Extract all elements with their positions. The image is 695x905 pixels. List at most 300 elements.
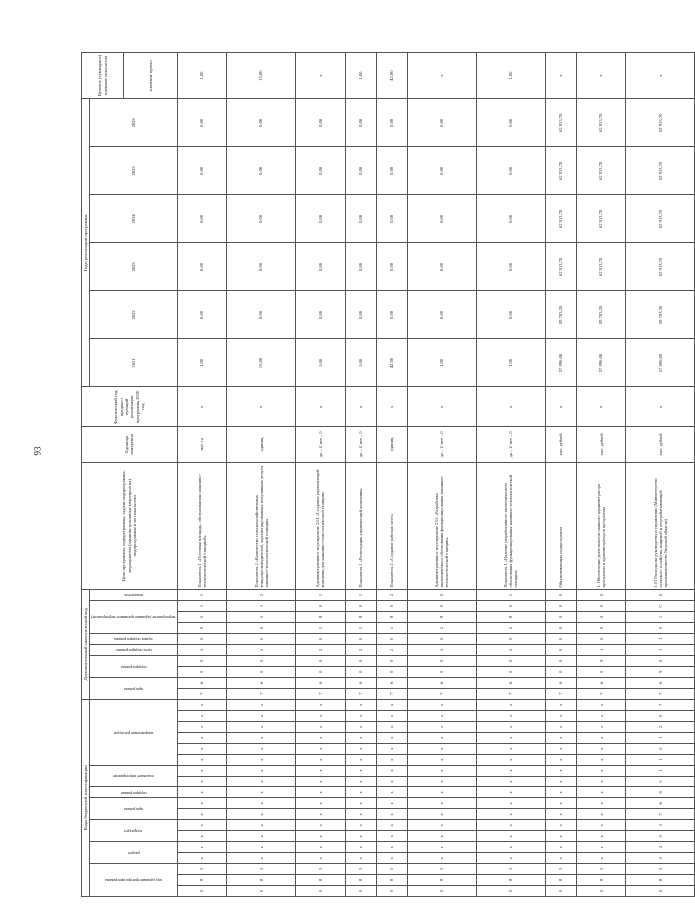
- code-cell: 0: [408, 886, 477, 897]
- code-cell: x: [408, 820, 477, 831]
- code-cell: x: [376, 721, 407, 732]
- code-cell: x: [408, 831, 477, 842]
- code-cell: 1: [476, 590, 545, 601]
- code-cell: x: [295, 776, 345, 787]
- code-cell: 1: [626, 754, 695, 765]
- code-cell: 0: [576, 612, 626, 623]
- code-cell: 0: [408, 601, 477, 612]
- code-cell: x: [376, 776, 407, 787]
- bc-sub-expense-direction: [90, 699, 177, 765]
- code-cell: 0: [408, 590, 477, 601]
- code-cell: x: [545, 776, 576, 787]
- year-value-cell: 0,00: [295, 99, 345, 147]
- code-cell: x: [295, 787, 345, 798]
- year-value-cell: 0,00: [476, 195, 545, 243]
- code-cell: 0: [545, 655, 576, 666]
- code-cell: x: [408, 699, 477, 710]
- row-target: x: [626, 53, 695, 99]
- additional-codes-header: Дополнительный аналитический код: [82, 590, 90, 700]
- year-value-cell: 1,00: [476, 339, 545, 387]
- code-cell: x: [345, 787, 376, 798]
- code-cell: 6: [626, 798, 695, 809]
- code-cell: 0: [545, 886, 576, 897]
- code-cell: x: [376, 842, 407, 853]
- code-cell: 1: [295, 590, 345, 601]
- ac-sub-program: [90, 677, 177, 699]
- year-value-cell: 15,00: [227, 339, 296, 387]
- code-cell: 8: [376, 612, 407, 623]
- row-unit: единиц: [376, 427, 407, 463]
- code-cell: 7: [376, 688, 407, 699]
- code-cell: 0: [576, 601, 626, 612]
- code-cell: x: [227, 820, 296, 831]
- code-cell: x: [376, 820, 407, 831]
- code-cell: 0: [576, 633, 626, 644]
- code-cell: 2: [295, 644, 345, 655]
- code-cell: 2: [345, 644, 376, 655]
- code-cell: x: [177, 754, 227, 765]
- code-cell: x: [227, 831, 296, 842]
- row-target: 42,00: [376, 53, 407, 99]
- code-cell: 2: [376, 644, 407, 655]
- row-unit: да – 1/ нет – 0: [295, 427, 345, 463]
- code-cell: 0: [626, 743, 695, 754]
- code-cell: x: [227, 721, 296, 732]
- code-cell: x: [476, 776, 545, 787]
- code-cell: x: [545, 831, 576, 842]
- code-cell: 1: [177, 590, 227, 601]
- year-value-cell: 62 913,70: [576, 195, 626, 243]
- code-cell: 7: [626, 809, 695, 820]
- code-cell: 8: [476, 875, 545, 886]
- row-name: Обеспечивающая подпрограмма: [545, 462, 576, 589]
- code-cell: x: [576, 853, 626, 864]
- code-cell: x: [345, 842, 376, 853]
- goal-header: Цель программы, подпрограммы, задачи подпрограммы, мероприятия (административные мероприятия) подпрограммы и их показатели: [82, 462, 178, 589]
- bc-sub-label-main-event: основное мероприятие: [113, 774, 154, 780]
- code-cell: 5: [227, 612, 296, 623]
- code-cell: x: [476, 743, 545, 754]
- code-cell: 7: [576, 688, 626, 699]
- year-header-5: 2026: [90, 99, 177, 147]
- code-cell: 0: [545, 590, 576, 601]
- year-value-cell: 62 913,70: [626, 195, 695, 243]
- code-cell: x: [345, 765, 376, 776]
- code-cell: 0: [376, 633, 407, 644]
- year-header-4: 2025: [90, 147, 177, 195]
- code-cell: 1: [345, 590, 376, 601]
- code-cell: 1: [626, 612, 695, 623]
- row-target: 15,00: [227, 53, 296, 99]
- code-cell: 8: [408, 875, 477, 886]
- code-cell: x: [227, 710, 296, 721]
- code-cell: x: [177, 798, 227, 809]
- code-cell: 4: [626, 842, 695, 853]
- code-cell: x: [295, 721, 345, 732]
- code-cell: 6: [345, 677, 376, 688]
- code-cell: x: [476, 721, 545, 732]
- code-cell: x: [177, 699, 227, 710]
- code-cell: 7: [408, 688, 477, 699]
- fact-year-header: Фактический год, предшест вующий реализации программы 2020 год: [82, 387, 178, 427]
- year-value-cell: 0,00: [376, 99, 407, 147]
- code-cell: 0: [345, 886, 376, 897]
- row-name: 1.01 Расходы на руководство и управление (Министерство сельского хозяйства, пищевой и перерабатывающей промышленности Тверской области): [626, 462, 695, 589]
- year-value-cell: 0,00: [476, 291, 545, 339]
- year-value-cell: 0,00: [345, 291, 376, 339]
- code-cell: 1: [295, 622, 345, 633]
- code-cell: x: [576, 787, 626, 798]
- year-value-cell: 0,00: [177, 291, 227, 339]
- code-cell: x: [476, 787, 545, 798]
- year-value-cell: 0,00: [295, 243, 345, 291]
- code-cell: 0: [576, 666, 626, 677]
- code-cell: x: [476, 732, 545, 743]
- code-cell: 1: [626, 765, 695, 776]
- code-cell: 6: [408, 677, 477, 688]
- year-value-cell: 57 096,00: [545, 339, 576, 387]
- code-cell: 0: [295, 601, 345, 612]
- code-cell: x: [376, 765, 407, 776]
- ac-sub-indicator: [90, 590, 177, 601]
- code-cell: 7: [476, 688, 545, 699]
- year-value-cell: 1,00: [295, 339, 345, 387]
- code-cell: 0: [476, 666, 545, 677]
- bc-sub-admin-code: [90, 864, 177, 897]
- year-value-cell: 0,00: [345, 243, 376, 291]
- code-cell: x: [376, 853, 407, 864]
- code-cell: 0: [626, 622, 695, 633]
- code-cell: x: [177, 721, 227, 732]
- code-cell: 0: [227, 633, 296, 644]
- code-cell: 0: [626, 710, 695, 721]
- code-cell: x: [476, 798, 545, 809]
- code-cell: x: [227, 765, 296, 776]
- row-target: x: [408, 53, 477, 99]
- code-cell: 2: [376, 590, 407, 601]
- code-cell: 0: [576, 886, 626, 897]
- code-cell: x: [545, 754, 576, 765]
- code-cell: 0: [476, 633, 545, 644]
- code-cell: 0: [576, 590, 626, 601]
- code-cell: x: [376, 743, 407, 754]
- code-cell: x: [227, 787, 296, 798]
- code-cell: 2: [227, 644, 296, 655]
- code-cell: x: [376, 798, 407, 809]
- code-cell: 2: [177, 644, 227, 655]
- year-value-cell: 0,00: [408, 195, 477, 243]
- row-name: Административное мероприятие 2.01 «Создание управляющей компании для машинно-технологической станции»: [295, 462, 345, 589]
- code-cell: 0: [295, 886, 345, 897]
- year-value-cell: 62 913,70: [545, 195, 576, 243]
- row-fact: x: [545, 387, 576, 427]
- code-cell: x: [476, 831, 545, 842]
- row-name: 1. Обеспечение деятельности главного администратора программы и администраторов программы: [576, 462, 626, 589]
- code-cell: 2: [476, 644, 545, 655]
- code-cell: 7: [177, 688, 227, 699]
- ac-sub-subprogram: [90, 655, 177, 677]
- year-value-cell: 0,00: [376, 243, 407, 291]
- bc-sub-section: [90, 842, 177, 864]
- year-value-cell: 0,00: [177, 147, 227, 195]
- code-cell: 0: [408, 666, 477, 677]
- bc-sub-label-expense-direction: направление расходов: [113, 730, 154, 736]
- code-cell: x: [408, 809, 477, 820]
- code-cell: 1: [345, 622, 376, 633]
- code-cell: x: [177, 743, 227, 754]
- year-value-cell: 0,00: [227, 99, 296, 147]
- code-cell: x: [345, 853, 376, 864]
- year-value-cell: 59 703,20: [626, 291, 695, 339]
- year-value-cell: 0,00: [345, 195, 376, 243]
- row-target: x: [545, 53, 576, 99]
- code-cell: x: [408, 798, 477, 809]
- table-row: [295, 53, 345, 897]
- code-cell: 3: [476, 864, 545, 875]
- row-name: Показатель 1 «Посевная площадь, обслуживаемая машинно-технологической станцией»: [177, 462, 227, 589]
- ac-sub-goal: [90, 644, 177, 655]
- ac-sub-task: [90, 633, 177, 644]
- code-cell: x: [545, 699, 576, 710]
- year-value-cell: 0,00: [177, 243, 227, 291]
- bc-sub-label-subsection: подраздел: [124, 829, 143, 835]
- code-cell: 0: [345, 666, 376, 677]
- code-cell: x: [576, 732, 626, 743]
- code-cell: x: [177, 710, 227, 721]
- code-cell: 0: [376, 666, 407, 677]
- code-cell: x: [545, 765, 576, 776]
- year-value-cell: 62 913,70: [576, 147, 626, 195]
- code-cell: 7: [626, 699, 695, 710]
- table-row: [408, 53, 477, 897]
- code-cell: 0: [295, 655, 345, 666]
- code-cell: 0: [345, 655, 376, 666]
- code-cell: x: [227, 853, 296, 864]
- code-cell: x: [576, 754, 626, 765]
- code-cell: x: [345, 743, 376, 754]
- code-cell: 0: [545, 622, 576, 633]
- year-value-cell: 0,00: [295, 291, 345, 339]
- code-cell: 0: [177, 622, 227, 633]
- table-row: [227, 53, 296, 897]
- code-cell: x: [177, 765, 227, 776]
- code-cell: x: [545, 732, 576, 743]
- code-cell: 6: [576, 677, 626, 688]
- bc-sub-subprogram-code: [90, 787, 177, 798]
- code-cell: 2: [227, 590, 296, 601]
- code-cell: 8: [345, 875, 376, 886]
- code-cell: x: [295, 831, 345, 842]
- code-cell: 0: [626, 590, 695, 601]
- code-cell: 0: [545, 612, 576, 623]
- code-cell: x: [408, 721, 477, 732]
- ac-sub-label-goal: цель подпрограммы: [115, 648, 152, 654]
- code-cell: x: [376, 754, 407, 765]
- budget-codes-header: Коды бюджетной классификации: [82, 699, 90, 896]
- code-cell: 7: [626, 688, 695, 699]
- code-cell: x: [408, 743, 477, 754]
- page-number: 93: [32, 446, 43, 456]
- code-cell: 0: [227, 622, 296, 633]
- code-cell: 0: [545, 633, 576, 644]
- row-target: 1,00: [345, 53, 376, 99]
- code-cell: 1: [626, 633, 695, 644]
- table-row: [626, 53, 695, 897]
- bc-sub-label-subprogram-code: подпрограмма: [120, 790, 147, 796]
- code-cell: x: [408, 765, 477, 776]
- target-header: Целевое (суммарное) значение показателя: [82, 53, 124, 99]
- code-cell: x: [295, 842, 345, 853]
- year-value-cell: 0,00: [376, 195, 407, 243]
- code-cell: 7: [227, 688, 296, 699]
- bc-sub-label-section: раздел: [127, 851, 140, 857]
- code-cell: x: [345, 798, 376, 809]
- row-fact: x: [476, 387, 545, 427]
- code-cell: 0: [476, 655, 545, 666]
- code-cell: 0: [376, 601, 407, 612]
- code-cell: x: [345, 776, 376, 787]
- code-cell: x: [545, 820, 576, 831]
- code-cell: x: [545, 787, 576, 798]
- year-value-cell: 0,00: [177, 195, 227, 243]
- code-cell: x: [227, 754, 296, 765]
- year-value-cell: 1,00: [177, 339, 227, 387]
- code-cell: 0: [476, 886, 545, 897]
- code-cell: 2: [626, 721, 695, 732]
- code-cell: x: [345, 710, 376, 721]
- code-cell: 0: [345, 633, 376, 644]
- code-cell: x: [476, 853, 545, 864]
- code-cell: 0: [295, 666, 345, 677]
- code-cell: x: [545, 710, 576, 721]
- row-name: Показатель 1 «Наличие разработанного экономического обоснования функционирования машинно-технологической станции»: [476, 462, 545, 589]
- code-cell: x: [408, 787, 477, 798]
- row-fact: x: [376, 387, 407, 427]
- year-value-cell: 62 913,70: [626, 243, 695, 291]
- row-fact: x: [626, 387, 695, 427]
- row-unit: тыс. рублей: [626, 427, 695, 463]
- code-cell: 9: [626, 666, 695, 677]
- ac-sub-event: [90, 601, 177, 634]
- code-cell: 8: [295, 875, 345, 886]
- code-cell: 8: [177, 875, 227, 886]
- table-row: [345, 53, 376, 897]
- code-cell: 6: [295, 677, 345, 688]
- years-group-header: Годы реализации программы: [82, 99, 90, 387]
- code-cell: x: [576, 776, 626, 787]
- code-cell: 9: [576, 655, 626, 666]
- target-sub-header: значение проект: [124, 53, 177, 99]
- year-value-cell: 0,00: [476, 243, 545, 291]
- code-cell: 0: [545, 644, 576, 655]
- code-cell: С: [626, 601, 695, 612]
- row-unit: тыс. рублей: [576, 427, 626, 463]
- bc-sub-main-event: [90, 765, 177, 787]
- bc-sub-subsection: [90, 820, 177, 842]
- ac-sub-label-program: программа: [123, 686, 144, 692]
- code-cell: 6: [227, 677, 296, 688]
- table-row: [576, 53, 626, 897]
- code-cell: 9: [626, 787, 695, 798]
- row-fact: x: [177, 387, 227, 427]
- code-cell: x: [545, 721, 576, 732]
- ac-sub-label-subprogram: подпрограмма: [120, 664, 147, 670]
- row-target: x: [576, 53, 626, 99]
- code-cell: 0: [408, 633, 477, 644]
- table-row: [476, 53, 545, 897]
- row-name: Показатель 2 «Количество сельскохозяйственных товаропроизводителей, зарегистрированных получивших услуги машинно-технологической станции»: [227, 462, 296, 589]
- code-cell: x: [545, 798, 576, 809]
- year-value-cell: 62 913,70: [626, 147, 695, 195]
- code-cell: 8: [376, 875, 407, 886]
- code-cell: x: [295, 732, 345, 743]
- code-cell: 0: [476, 601, 545, 612]
- year-value-cell: 1,00: [345, 339, 376, 387]
- code-cell: x: [295, 743, 345, 754]
- row-unit: тыс. га: [177, 427, 227, 463]
- table-row: [376, 53, 407, 897]
- code-cell: 0: [295, 633, 345, 644]
- code-cell: 0: [545, 666, 576, 677]
- code-cell: x: [177, 820, 227, 831]
- year-value-cell: 62 913,70: [576, 243, 626, 291]
- code-cell: 3: [626, 864, 695, 875]
- code-cell: x: [227, 842, 296, 853]
- code-cell: x: [576, 842, 626, 853]
- code-cell: 0: [626, 776, 695, 787]
- code-cell: 5: [177, 612, 227, 623]
- row-unit: да – 1/ нет – 0: [476, 427, 545, 463]
- code-cell: 3: [545, 864, 576, 875]
- code-cell: 0: [376, 886, 407, 897]
- code-cell: 1: [626, 644, 695, 655]
- code-cell: 1: [227, 601, 296, 612]
- code-cell: x: [345, 809, 376, 820]
- row-fact: x: [345, 387, 376, 427]
- code-cell: x: [295, 853, 345, 864]
- code-cell: x: [476, 699, 545, 710]
- program-table: [81, 52, 695, 897]
- row-name: Показатель 1 «Регистрация управляющей компании»: [345, 462, 376, 589]
- code-cell: x: [376, 710, 407, 721]
- code-cell: 2: [408, 622, 477, 633]
- bc-sub-label-admin-code: код администратора программы: [104, 878, 162, 884]
- code-cell: x: [476, 809, 545, 820]
- year-value-cell: 62 913,70: [545, 99, 576, 147]
- code-cell: 0: [227, 666, 296, 677]
- year-value-cell: 0,00: [227, 291, 296, 339]
- code-cell: 1: [626, 732, 695, 743]
- row-target: x: [295, 53, 345, 99]
- code-cell: x: [576, 710, 626, 721]
- code-cell: x: [295, 809, 345, 820]
- code-cell: 0: [376, 655, 407, 666]
- code-cell: x: [295, 710, 345, 721]
- code-cell: x: [177, 776, 227, 787]
- code-cell: 0: [345, 601, 376, 612]
- code-cell: 0: [177, 886, 227, 897]
- row-fact: x: [295, 387, 345, 427]
- code-cell: x: [576, 809, 626, 820]
- year-value-cell: 0,00: [408, 291, 477, 339]
- row-target: 1,00: [177, 53, 227, 99]
- code-cell: 0: [227, 655, 296, 666]
- code-cell: x: [576, 721, 626, 732]
- code-cell: 2: [408, 644, 477, 655]
- code-cell: 3: [227, 864, 296, 875]
- code-cell: 1: [177, 601, 227, 612]
- year-value-cell: 0,00: [345, 99, 376, 147]
